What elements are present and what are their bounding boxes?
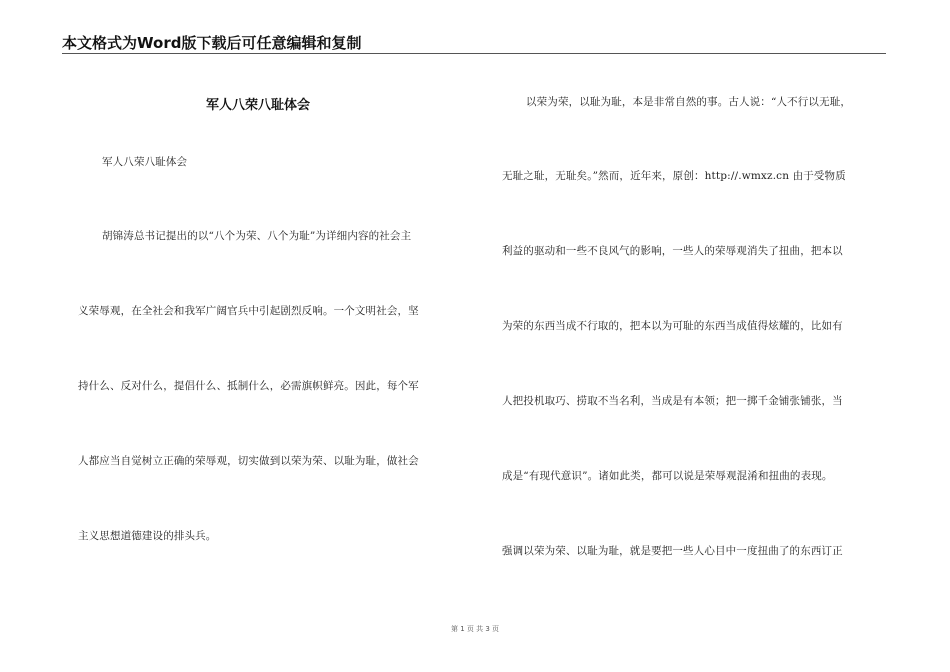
left-line-subtitle: 军人八荣八耻体会 (102, 156, 188, 168)
right-line: 成是“有现代意识”。诸如此类，都可以说是荣辱观混淆和扭曲的表现。 (502, 470, 833, 482)
banner-divider (62, 53, 886, 54)
left-line: 人都应当自觉树立正确的荣辱观，切实做到以荣为荣、以耻为耻，做社会 (78, 455, 419, 467)
right-line: 为荣的东西当成不行取的，把本以为可耻的东西当成值得炫耀的，比如有 (502, 320, 843, 332)
right-line: 强调以荣为荣、以耻为耻，就是要把一些人心目中一度扭曲了的东西订正 (502, 545, 843, 557)
document-banner: 本文格式为Word版下载后可任意编辑和复制 (62, 34, 362, 52)
left-line: 胡锦涛总书记提出的以“八个为荣、八个为耻”为详细内容的社会主 (102, 230, 412, 242)
left-line: 义荣辱观，在全社会和我军广阔官兵中引起剧烈反响。一个文明社会，坚 (78, 305, 419, 317)
page-number: 第 1 页 共 3 页 (450, 625, 500, 633)
document-title: 军人八荣八耻体会 (206, 98, 311, 113)
right-line: 人把投机取巧、捞取不当名利，当成是有本领；把一掷千金铺张铺张，当 (502, 395, 843, 407)
right-line: 利益的驱动和一些不良风气的影响，一些人的荣辱观消失了扭曲，把本以 (502, 245, 843, 257)
left-line: 持什么、反对什么，提倡什么、抵制什么，必需旗帜鲜亮。因此，每个军 (78, 380, 419, 392)
right-line: 以荣为荣，以耻为耻，本是非常自然的事。古人说：“人不行以无耻， (526, 96, 852, 108)
right-line: 无耻之耻，无耻矣。”然而，近年来，原创：http://.wmxz.cn 由于受物质 (502, 170, 846, 182)
left-line: 主义思想道德建设的排头兵。 (78, 530, 217, 542)
